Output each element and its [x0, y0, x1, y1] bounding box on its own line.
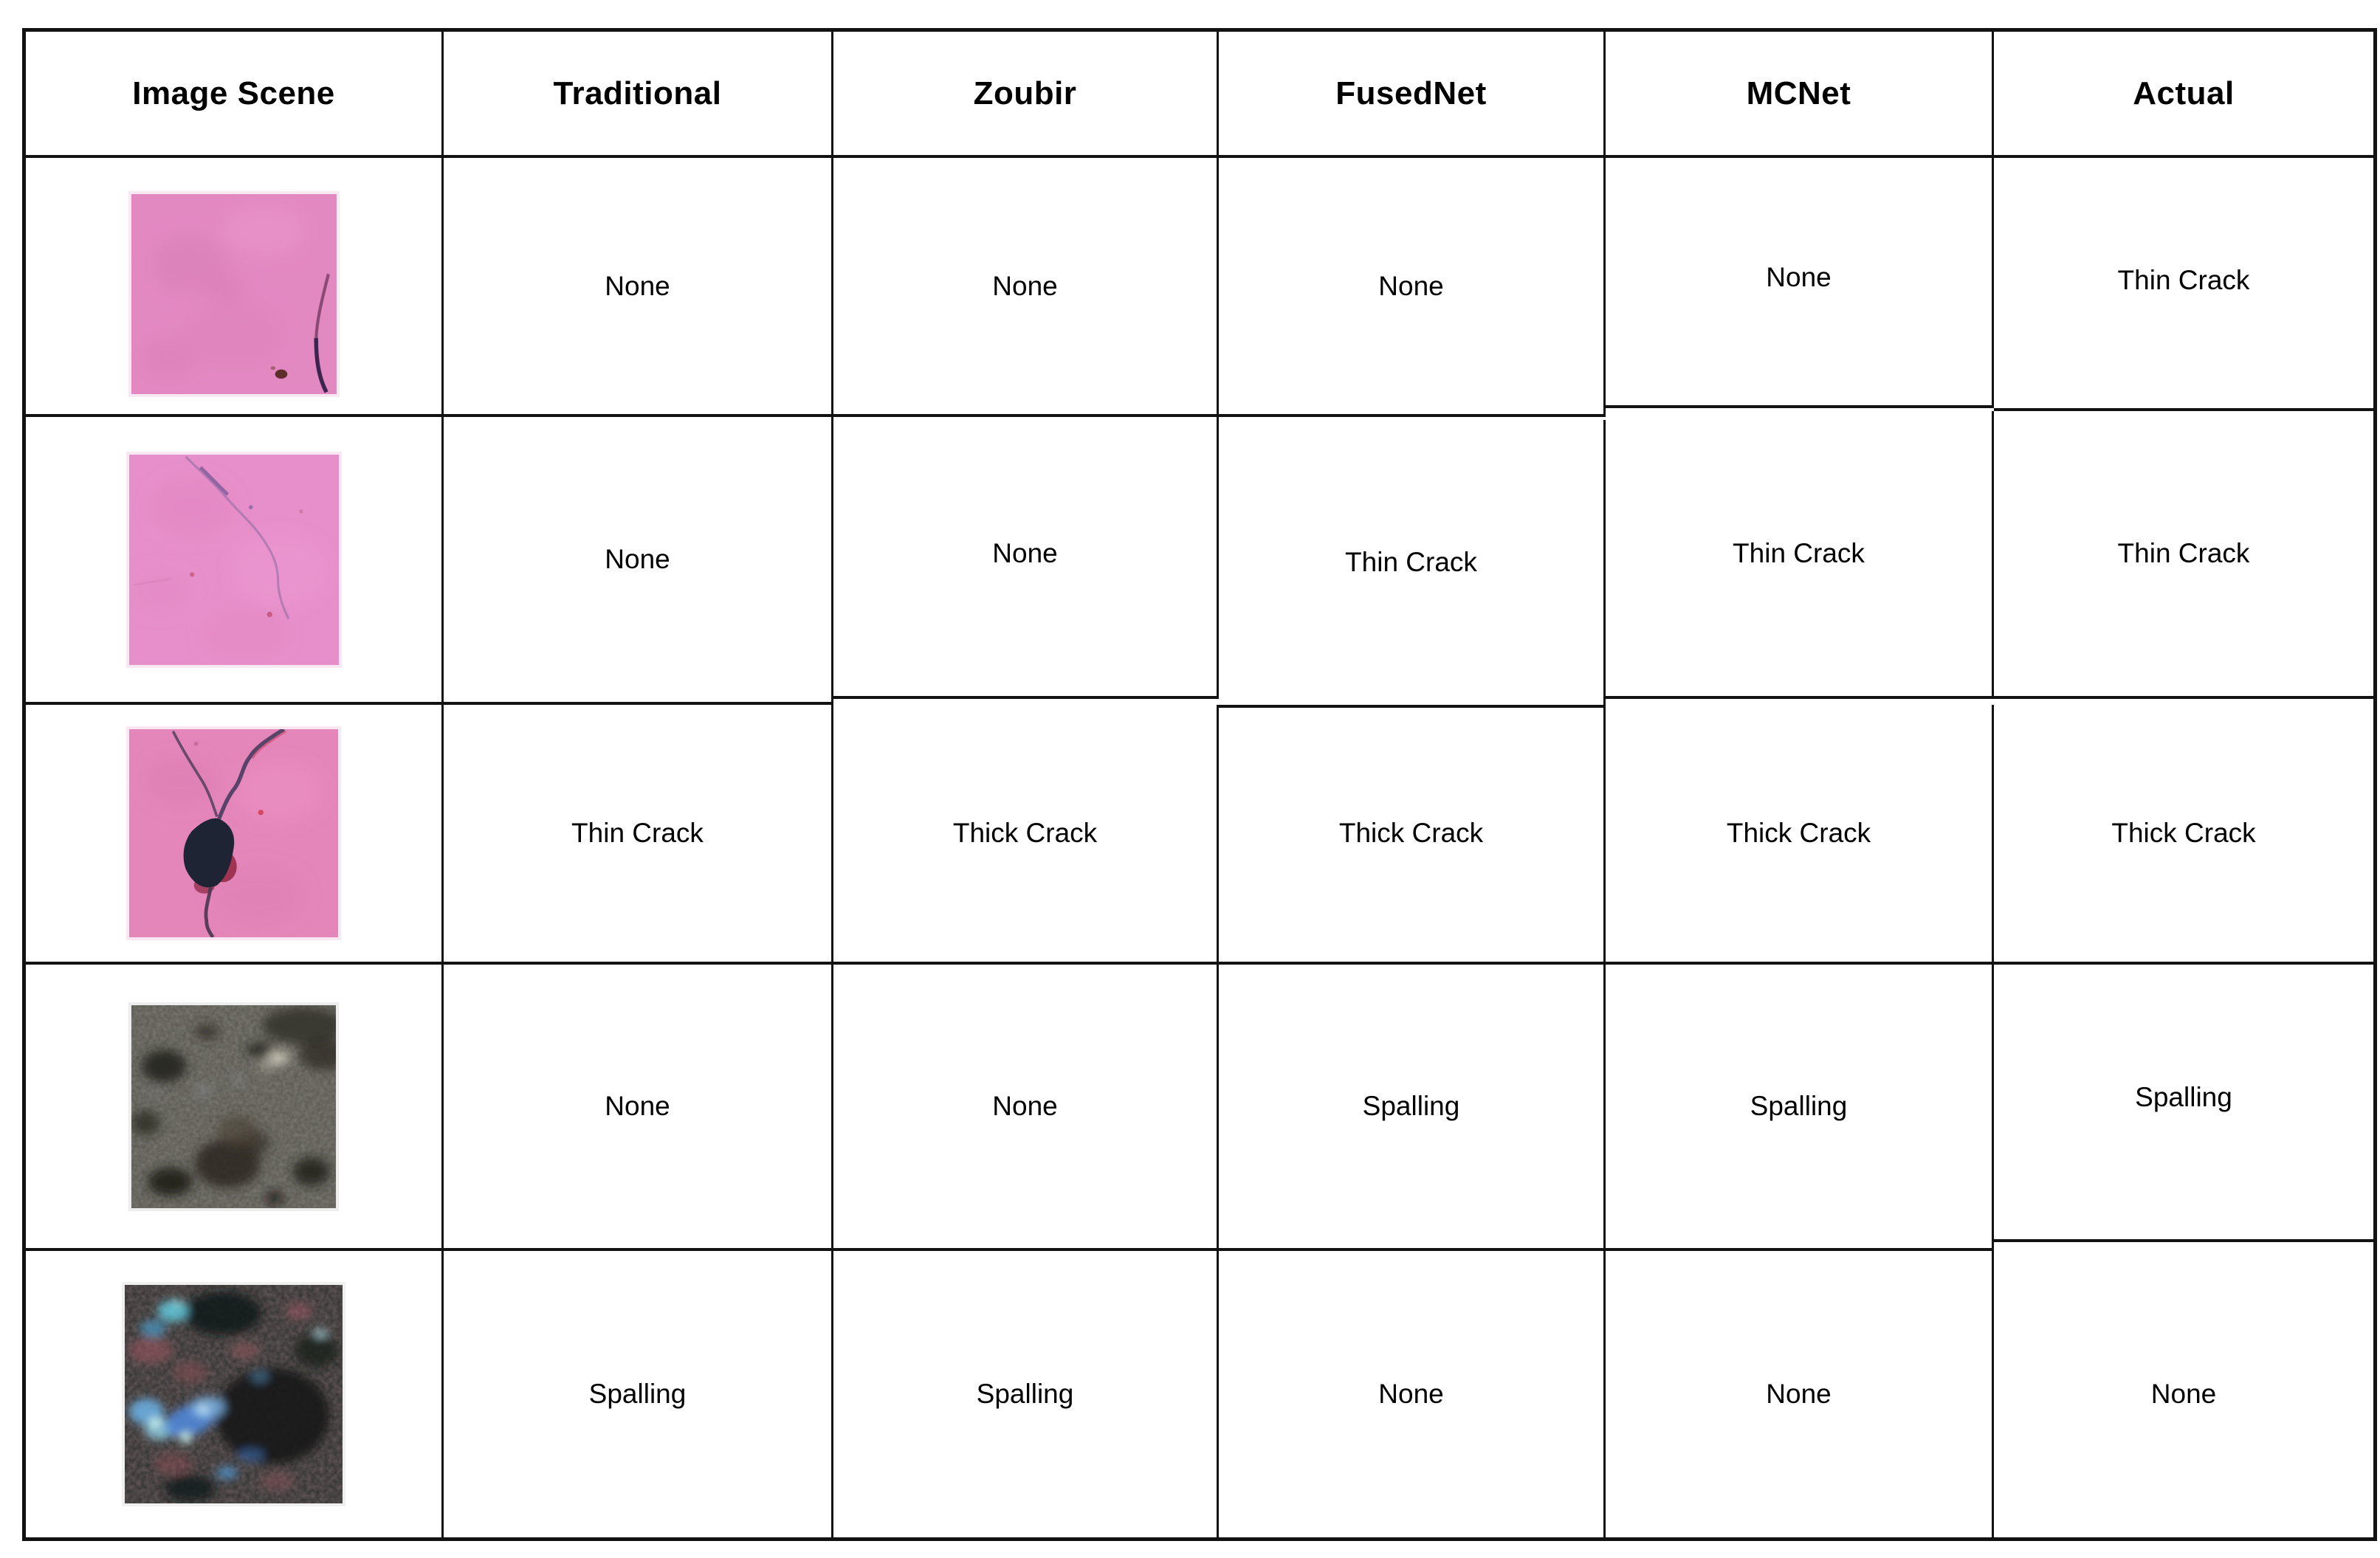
- prediction-cell-zoubir: Thick Crack: [833, 705, 1219, 965]
- prediction-cell-zoubir: Spalling: [833, 1251, 1219, 1537]
- prediction-cell-traditional: None: [444, 965, 833, 1251]
- prediction-cell-mcnet: None: [1606, 149, 1994, 408]
- prediction-cell-fusednet: None: [1219, 1251, 1606, 1537]
- prediction-cell-mcnet: Thick Crack: [1606, 705, 1994, 965]
- prediction-cell-mcnet: Thin Crack: [1606, 411, 1994, 699]
- prediction-cell-zoubir: None: [833, 965, 1219, 1251]
- dark-iridescent-spalling-image: [125, 1285, 343, 1503]
- col-header-image-scene: Image Scene: [26, 32, 444, 158]
- prediction-cell-traditional: None: [444, 158, 833, 417]
- prediction-cell-fusednet: None: [1219, 158, 1606, 417]
- col-header-zoubir: Zoubir: [833, 32, 1219, 158]
- pink-concrete-thick-crack-image: [129, 729, 338, 937]
- pink-concrete-faint-edge-crack-image: [131, 194, 337, 394]
- prediction-cell-mcnet: None: [1606, 1251, 1994, 1537]
- prediction-cell-zoubir: None: [833, 158, 1219, 417]
- prediction-cell-traditional: Thin Crack: [444, 705, 833, 965]
- actual-label-cell: Thin Crack: [1994, 152, 2373, 411]
- col-header-actual: Actual: [1994, 32, 2373, 158]
- model-comparison-table: [22, 28, 2377, 1541]
- actual-label-cell: Thick Crack: [1994, 705, 2373, 965]
- prediction-cell-fusednet: Spalling: [1219, 965, 1606, 1251]
- scene-image-cell: [26, 417, 444, 705]
- prediction-cell-traditional: Spalling: [444, 1251, 833, 1537]
- scene-image-cell: [26, 965, 444, 1251]
- prediction-cell-mcnet: Spalling: [1606, 965, 1994, 1251]
- prediction-cell-fusednet: Thin Crack: [1219, 420, 1606, 708]
- dark-concrete-spalling-image: [131, 1005, 336, 1208]
- scene-image-cell: [26, 705, 444, 965]
- scene-image-cell: [26, 158, 444, 417]
- col-header-traditional: Traditional: [444, 32, 833, 158]
- actual-label-cell: Spalling: [1994, 956, 2373, 1242]
- pink-concrete-hairline-crack-image: [129, 455, 339, 665]
- prediction-cell-zoubir: None: [833, 411, 1219, 699]
- scene-image-cell: [26, 1251, 444, 1537]
- col-header-fusednet: FusedNet: [1219, 32, 1606, 158]
- prediction-cell-fusednet: Thick Crack: [1219, 705, 1606, 965]
- actual-label-cell: Thin Crack: [1994, 411, 2373, 699]
- col-header-mcnet: MCNet: [1606, 32, 1994, 158]
- prediction-cell-traditional: None: [444, 417, 833, 705]
- actual-label-cell: None: [2150, 1379, 2217, 1409]
